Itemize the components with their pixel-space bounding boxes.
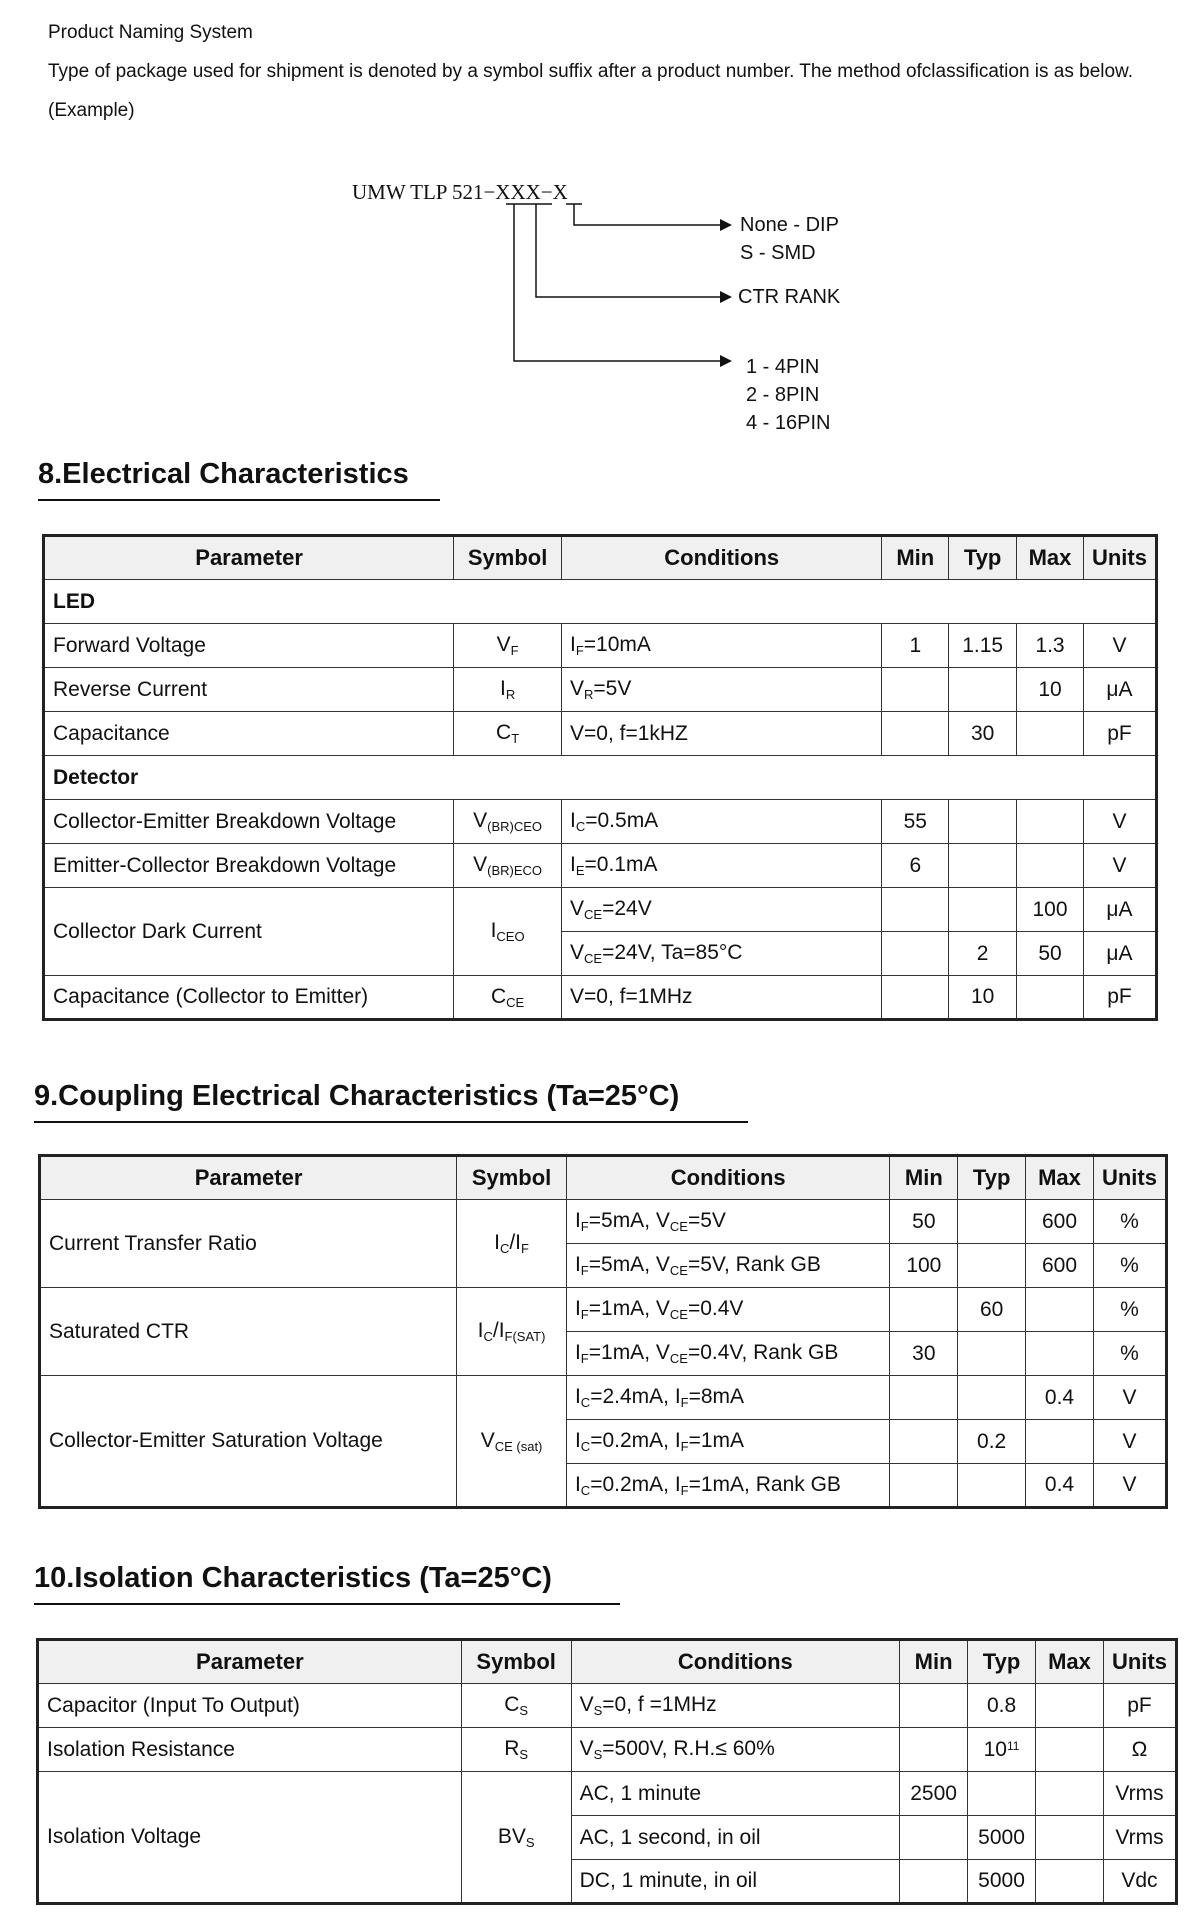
header-symbol: Symbol: [457, 1156, 567, 1200]
min-cell: [900, 1860, 968, 1904]
section-8-title: 8.Electrical Characteristics: [38, 458, 440, 501]
param-cell: Reverse Current: [44, 668, 454, 712]
param-cell: Collector-Emitter Breakdown Voltage: [44, 800, 454, 844]
table-row: [44, 624, 1157, 668]
typ-cell: [958, 1464, 1026, 1508]
symbol-cell: $R_S$: [461, 1728, 571, 1772]
min-cell: 100: [890, 1244, 958, 1288]
table-header-row: [40, 1156, 1167, 1200]
conditions-cell: V=0, f=1kHZ: [562, 712, 882, 756]
units-cell: V: [1083, 844, 1156, 888]
max-cell: [1026, 1420, 1094, 1464]
param-cell: Current Transfer Ratio: [40, 1200, 457, 1288]
table-row: [44, 844, 1157, 888]
header-max: Max: [1017, 536, 1084, 580]
conditions-cell: $I_C=2.4mA$, $I_F=8mA$: [566, 1376, 889, 1420]
intro-description: Type of package used for shipment is denoted by a symbol suffix after a product number. The method ofclassification is as below.: [48, 61, 1134, 82]
units-cell: μA: [1083, 888, 1156, 932]
typ-cell: [958, 1200, 1026, 1244]
typ-cell: 0.8: [968, 1684, 1036, 1728]
table-row: [40, 1200, 1167, 1244]
naming-pin-16: 4 - 16PIN: [746, 412, 831, 434]
typ-cell: [949, 668, 1017, 712]
header-conditions: Conditions: [571, 1640, 900, 1684]
conditions-cell: DC, 1 minute, in oil: [571, 1860, 900, 1904]
conditions-cell: $I_C=0.2mA$, $I_F=1mA$, Rank GB: [566, 1464, 889, 1508]
group-detector: Detector: [44, 756, 1157, 800]
header-units: Units: [1103, 1640, 1176, 1684]
naming-pin-8: 2 - 8PIN: [746, 384, 820, 406]
table-row: [40, 1288, 1167, 1332]
header-parameter: Parameter: [38, 1640, 462, 1684]
product-naming-diagram: [0, 170, 1200, 450]
param-cell: Forward Voltage: [44, 624, 454, 668]
typ-cell: 5000: [968, 1816, 1036, 1860]
symbol-cell: $BV_S$: [461, 1772, 571, 1904]
max-cell: 100: [1017, 888, 1084, 932]
header-units: Units: [1083, 536, 1156, 580]
intro-heading: Product Naming System: [48, 22, 253, 43]
naming-package-dip: None - DIP: [740, 214, 839, 236]
typ-cell: [949, 844, 1017, 888]
isolation-characteristics-table: [36, 1638, 1178, 1905]
typ-cell: [968, 1772, 1036, 1816]
max-cell: [1017, 976, 1084, 1020]
units-cell: pF: [1103, 1684, 1176, 1728]
max-cell: [1036, 1772, 1104, 1816]
min-cell: [882, 668, 949, 712]
typ-cell: 10: [949, 976, 1017, 1020]
symbol-cell: $I_C/I_F$: [457, 1200, 567, 1288]
param-cell: Saturated CTR: [40, 1288, 457, 1376]
conditions-cell: $I_F=1mA$, $V_{CE}=0.4V$: [566, 1288, 889, 1332]
typ-cell: [958, 1244, 1026, 1288]
min-cell: [900, 1684, 968, 1728]
typ-cell: [958, 1332, 1026, 1376]
header-typ: Typ: [958, 1156, 1026, 1200]
max-cell: 50: [1017, 932, 1084, 976]
table-header-row: [44, 536, 1157, 580]
param-cell: Collector-Emitter Saturation Voltage: [40, 1376, 457, 1508]
header-max: Max: [1026, 1156, 1094, 1200]
symbol-cell: $C_S$: [461, 1684, 571, 1728]
max-cell: 0.4: [1026, 1376, 1094, 1420]
header-min: Min: [890, 1156, 958, 1200]
header-typ: Typ: [968, 1640, 1036, 1684]
symbol-cell: $V_{(BR)CEO}$: [454, 800, 562, 844]
intro-example-label: (Example): [48, 100, 135, 121]
table-row: [38, 1684, 1177, 1728]
units-cell: pF: [1083, 976, 1156, 1020]
units-cell: %: [1093, 1244, 1166, 1288]
min-cell: 55: [882, 800, 949, 844]
max-cell: [1036, 1684, 1104, 1728]
header-min: Min: [882, 536, 949, 580]
param-cell: Isolation Resistance: [38, 1728, 462, 1772]
max-cell: 1.3: [1017, 624, 1084, 668]
min-cell: [882, 932, 949, 976]
max-cell: [1026, 1288, 1094, 1332]
typ-cell: 60: [958, 1288, 1026, 1332]
coupling-characteristics-table: [38, 1154, 1168, 1509]
naming-ctr-rank: CTR RANK: [738, 286, 841, 308]
conditions-cell: V=0, f=1MHz: [562, 976, 882, 1020]
min-cell: [882, 888, 949, 932]
units-cell: V: [1093, 1464, 1166, 1508]
header-typ: Typ: [949, 536, 1017, 580]
max-cell: [1017, 712, 1084, 756]
conditions-cell: AC, 1 second, in oil: [571, 1816, 900, 1860]
units-cell: V: [1093, 1420, 1166, 1464]
conditions-cell: $I_F=10mA$: [562, 624, 882, 668]
group-led: LED: [44, 580, 1157, 624]
conditions-cell: $V_S=0$, f =1MHz: [571, 1684, 900, 1728]
header-min: Min: [900, 1640, 968, 1684]
header-conditions: Conditions: [566, 1156, 889, 1200]
conditions-cell: $I_F=5mA$, $V_{CE}=5V$, Rank GB: [566, 1244, 889, 1288]
header-parameter: Parameter: [44, 536, 454, 580]
typ-cell: $10^{11}$: [968, 1728, 1036, 1772]
max-cell: 0.4: [1026, 1464, 1094, 1508]
header-symbol: Symbol: [461, 1640, 571, 1684]
min-cell: 2500: [900, 1772, 968, 1816]
units-cell: %: [1093, 1288, 1166, 1332]
typ-cell: 2: [949, 932, 1017, 976]
table-row: [40, 1376, 1167, 1420]
naming-code: UMW TLP 521−XXX−X: [352, 180, 568, 204]
symbol-cell: $C_T$: [454, 712, 562, 756]
param-cell: Capacitance: [44, 712, 454, 756]
table-row: [38, 1772, 1177, 1816]
symbol-cell: $V_F$: [454, 624, 562, 668]
min-cell: [900, 1816, 968, 1860]
header-symbol: Symbol: [454, 536, 562, 580]
typ-cell: [949, 888, 1017, 932]
units-cell: μA: [1083, 668, 1156, 712]
typ-cell: [949, 800, 1017, 844]
max-cell: [1036, 1816, 1104, 1860]
naming-connector-lines: [0, 170, 1200, 450]
symbol-cell: $I_R$: [454, 668, 562, 712]
units-cell: μA: [1083, 932, 1156, 976]
max-cell: [1036, 1860, 1104, 1904]
min-cell: [890, 1420, 958, 1464]
min-cell: 6: [882, 844, 949, 888]
conditions-cell: $I_C=0.5mA$: [562, 800, 882, 844]
min-cell: 50: [890, 1200, 958, 1244]
min-cell: [900, 1728, 968, 1772]
min-cell: [890, 1464, 958, 1508]
electrical-characteristics-table: [42, 534, 1158, 1021]
table-row: [44, 668, 1157, 712]
conditions-cell: AC, 1 minute: [571, 1772, 900, 1816]
units-cell: Vrms: [1103, 1816, 1176, 1860]
min-cell: [882, 976, 949, 1020]
min-cell: [882, 712, 949, 756]
units-cell: %: [1093, 1332, 1166, 1376]
typ-cell: 5000: [968, 1860, 1036, 1904]
param-cell: Capacitance (Collector to Emitter): [44, 976, 454, 1020]
param-cell: Emitter-Collector Breakdown Voltage: [44, 844, 454, 888]
conditions-cell: $I_C=0.2mA$, $I_F=1mA$: [566, 1420, 889, 1464]
symbol-cell: $I_C/I_{F(SAT)}$: [457, 1288, 567, 1376]
units-cell: %: [1093, 1200, 1166, 1244]
conditions-cell: $V_R=5V$: [562, 668, 882, 712]
units-cell: Vrms: [1103, 1772, 1176, 1816]
conditions-cell: $V_S=500V$, R.H.≤ 60%: [571, 1728, 900, 1772]
units-cell: pF: [1083, 712, 1156, 756]
min-cell: 1: [882, 624, 949, 668]
units-cell: Vdc: [1103, 1860, 1176, 1904]
min-cell: [890, 1288, 958, 1332]
conditions-cell: $I_F=5mA$, $V_{CE}=5V$: [566, 1200, 889, 1244]
header-parameter: Parameter: [40, 1156, 457, 1200]
naming-package-smd: S - SMD: [740, 242, 816, 264]
conditions-cell: $I_F=1mA$, $V_{CE}=0.4V$, Rank GB: [566, 1332, 889, 1376]
conditions-cell: $V_{CE}=24V$: [562, 888, 882, 932]
min-cell: [890, 1376, 958, 1420]
max-cell: [1026, 1332, 1094, 1376]
param-cell: Collector Dark Current: [44, 888, 454, 976]
table-row: [44, 888, 1157, 932]
param-cell: Isolation Voltage: [38, 1772, 462, 1904]
conditions-cell: $I_E=0.1mA$: [562, 844, 882, 888]
param-cell: Capacitor (Input To Output): [38, 1684, 462, 1728]
max-cell: 10: [1017, 668, 1084, 712]
header-units: Units: [1093, 1156, 1166, 1200]
units-cell: V: [1083, 800, 1156, 844]
symbol-cell: $C_{CE}$: [454, 976, 562, 1020]
table-row: [44, 712, 1157, 756]
typ-cell: 1.15: [949, 624, 1017, 668]
units-cell: V: [1083, 624, 1156, 668]
typ-cell: 0.2: [958, 1420, 1026, 1464]
table-row: [44, 976, 1157, 1020]
max-cell: [1017, 800, 1084, 844]
max-cell: [1036, 1728, 1104, 1772]
symbol-cell: $I_{CEO}$: [454, 888, 562, 976]
typ-cell: [958, 1376, 1026, 1420]
symbol-cell: $V_{(BR)ECO}$: [454, 844, 562, 888]
max-cell: 600: [1026, 1244, 1094, 1288]
min-cell: 30: [890, 1332, 958, 1376]
units-cell: Ω: [1103, 1728, 1176, 1772]
conditions-cell: $V_{CE}=24V$, Ta=85°C: [562, 932, 882, 976]
header-conditions: Conditions: [562, 536, 882, 580]
naming-pin-4: 1 - 4PIN: [746, 356, 820, 378]
table-row: [38, 1728, 1177, 1772]
section-9-title: 9.Coupling Electrical Characteristics (Ta=25°C): [34, 1080, 748, 1123]
symbol-cell: $V_{CE (sat)}$: [457, 1376, 567, 1508]
section-10-title: 10.Isolation Characteristics (Ta=25°C): [34, 1562, 620, 1605]
table-row: [44, 800, 1157, 844]
table-header-row: [38, 1640, 1177, 1684]
typ-cell: 30: [949, 712, 1017, 756]
max-cell: 600: [1026, 1200, 1094, 1244]
max-cell: [1017, 844, 1084, 888]
units-cell: V: [1093, 1376, 1166, 1420]
header-max: Max: [1036, 1640, 1104, 1684]
